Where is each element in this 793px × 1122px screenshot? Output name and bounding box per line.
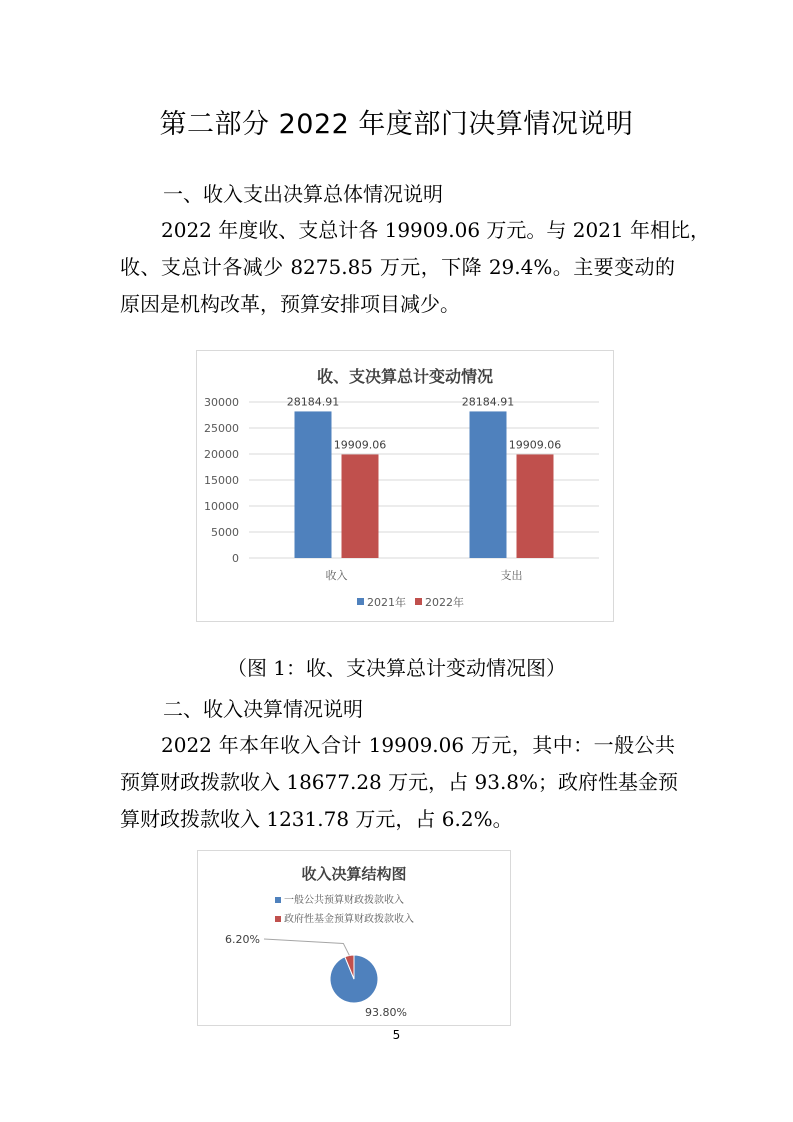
y-tick-label: 10000 <box>204 500 239 513</box>
x-tick-label: 收入 <box>325 569 348 582</box>
section1-heading: 一、收入支出决算总体情况说明 <box>163 182 443 206</box>
y-tick-label: 20000 <box>204 448 239 461</box>
section2-heading: 二、收入决算情况说明 <box>163 697 363 721</box>
paragraph-line: 原因是机构改革，预算安排项目减少。 <box>120 292 460 316</box>
legend-swatch <box>415 598 422 605</box>
legend-label: 2022年 <box>425 596 464 609</box>
paragraph-line: 收、支总计各减少 8275.85 万元，下降 29.4%。主要变动的 <box>120 255 675 279</box>
legend-swatch <box>357 598 364 605</box>
legend-label: 2021年 <box>367 596 406 609</box>
x-tick-label: 支出 <box>500 569 523 582</box>
bar-chart <box>197 351 613 621</box>
bar-chart-title: 收、支决算总计变动情况 <box>316 367 494 386</box>
pie-chart-title: 收入决算结构图 <box>301 865 407 883</box>
bar <box>470 411 507 558</box>
y-tick-label: 30000 <box>204 396 239 409</box>
bar-data-label: 28184.91 <box>286 395 340 409</box>
bar-data-label: 19909.06 <box>333 438 387 452</box>
paragraph-line: 2022 年本年收入合计 19909.06 万元，其中：一般公共 <box>161 733 675 757</box>
bar <box>517 454 554 558</box>
bar-data-label: 28184.91 <box>461 395 515 409</box>
pie-chart <box>198 851 510 1025</box>
bar-data-label: 19909.06 <box>508 438 562 452</box>
bar <box>295 411 332 558</box>
y-tick-label: 25000 <box>204 422 239 435</box>
paragraph-line: 2022 年度收、支总计各 19909.06 万元。与 2021 年相比， <box>161 218 711 242</box>
legend-swatch <box>275 916 281 922</box>
figure-caption: （图 1：收、支决算总计变动情况图） <box>226 656 567 680</box>
paragraph-line: 算财政拨款收入 1231.78 万元，占 6.2%。 <box>120 807 513 831</box>
bar-chart-frame <box>196 350 614 622</box>
legend-swatch <box>275 897 281 903</box>
legend-label: 一般公共预算财政拨款收入 <box>284 895 404 906</box>
y-tick-label: 5000 <box>211 526 239 539</box>
pie-leader-line <box>264 939 349 955</box>
pie-chart-frame <box>197 850 511 1026</box>
pie-data-label: 6.20% <box>225 933 260 946</box>
pie-data-label: 93.80% <box>365 1006 407 1019</box>
bar <box>342 454 379 558</box>
section2-paragraph <box>120 727 679 838</box>
legend-label: 政府性基金预算财政拨款收入 <box>284 914 414 925</box>
section1-paragraph <box>120 212 711 323</box>
page-title: 第二部分 2022 年度部门决算情况说明 <box>159 109 634 140</box>
page-number: 5 <box>392 1028 401 1042</box>
paragraph-line: 预算财政拨款收入 18677.28 万元，占 93.8%；政府性基金预 <box>120 770 679 794</box>
y-tick-label: 15000 <box>204 474 239 487</box>
y-tick-label: 0 <box>232 552 239 565</box>
